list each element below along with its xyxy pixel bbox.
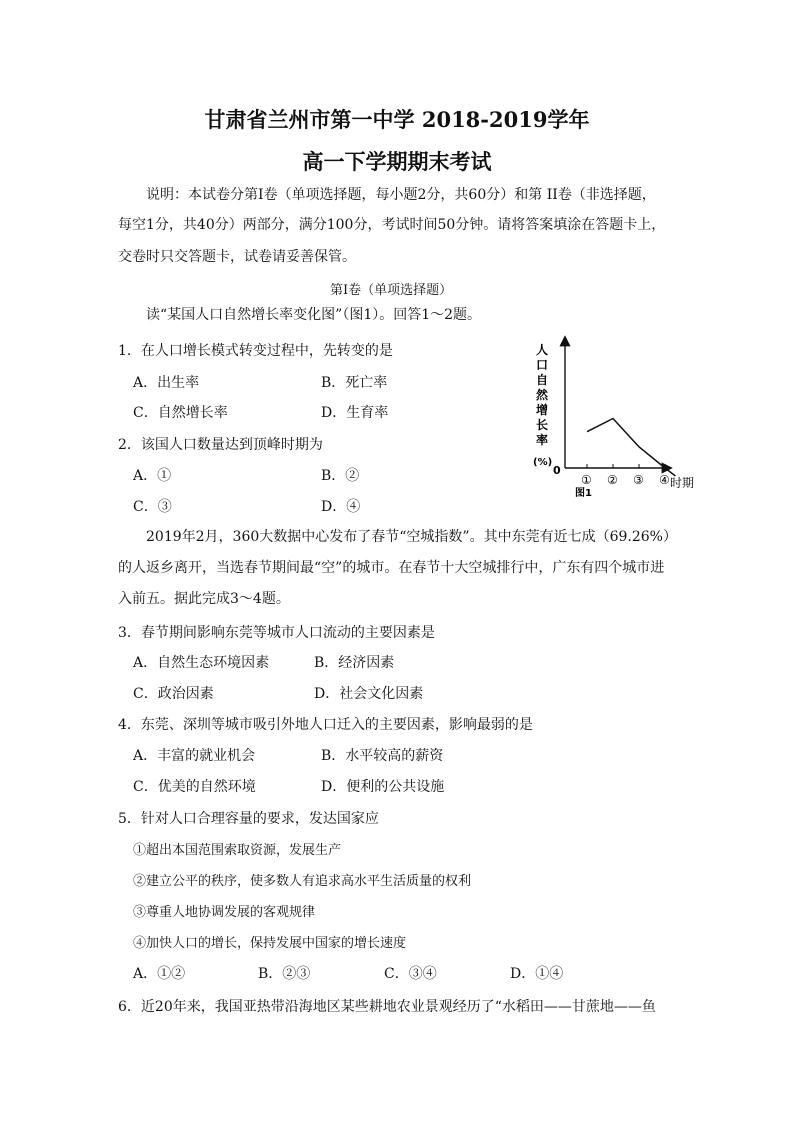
passage-line-1: 2019年2月，360大数据中心发布了春节“空城指数”。其中东莞有近七成（69.26%） (146, 529, 677, 545)
q5-item-1: ①超出本国范围索取资源，发展生产 (133, 843, 342, 858)
passage-line-3: 入前五。据此完成3～4题。 (118, 591, 290, 607)
q4-stem: 4．东莞、深圳等城市吸引外地人口迁入的主要因素，影响最弱的是 (118, 717, 533, 733)
y-axis-label-char: (%) (533, 457, 553, 468)
x-tick-label: ④ (659, 473, 670, 487)
exam-title-line2: 高一下学期期末考试 (302, 149, 492, 174)
q5-option-b: B．②③ (258, 966, 311, 982)
x-tick-label: ① (581, 473, 592, 487)
instructions-line-1: 说明：本试卷分第Ⅰ卷（单项选择题，每小题2分，共60分）和第 II卷（非选择题， (146, 187, 656, 203)
section-title: 第Ⅰ卷（单项选择题） (330, 283, 453, 298)
q2-option-b: B．② (321, 468, 360, 484)
x-tick-label: ② (607, 473, 618, 487)
q4-option-c: C．优美的自然环境 (133, 779, 256, 795)
q3-option-c: C．政治因素 (133, 686, 214, 702)
y-axis-label-char: 人 (536, 343, 549, 357)
q1-option-d: D．生育率 (321, 405, 389, 421)
y-axis-label-char: 口 (536, 358, 549, 372)
population-growth-chart (520, 330, 710, 500)
q2-option-c: C．③ (133, 499, 172, 515)
q3-stem: 3．春节期间影响东莞等城市人口流动的主要因素是 (118, 625, 435, 641)
q2-stem: 2．该国人口数量达到顶峰时期为 (118, 437, 323, 453)
q3-option-b: B．经济因素 (314, 655, 395, 671)
q1-option-a: A．出生率 (133, 375, 200, 391)
y-axis-label-char: 自 (536, 373, 549, 387)
q3-option-d: D．社会文化因素 (314, 686, 424, 702)
q4-option-a: A．丰富的就业机会 (133, 748, 256, 764)
y-axis-label-char: 长 (536, 418, 549, 432)
y-axis-label-char: 率 (536, 433, 549, 447)
instructions-line-3: 交卷时只交答题卡，试卷请妥善保管。 (118, 249, 356, 265)
q5-option-a: A．①② (133, 966, 186, 982)
q2-option-d: D．④ (321, 499, 361, 515)
x-tick-label: ③ (633, 473, 644, 487)
y-axis-label-char: 然 (536, 388, 549, 402)
q5-stem: 5．针对人口合理容量的要求，发达国家应 (118, 811, 379, 827)
q5-option-c: C．③④ (384, 966, 437, 982)
instructions-line-2: 每空1分，共40分）两部分，满分100分，考试时间50分钟。请将答案填涂在答题卡上， (118, 217, 666, 233)
q6-stem: 6．近20年来，我国亚热带沿海地区某些耕地农业景观经历了“水稻田——甘蔗地——鱼 (118, 999, 656, 1015)
y-axis-label-char: 增 (536, 403, 549, 417)
chart-title: 图1 (575, 488, 592, 499)
read-intro: 读“某国人口自然增长率变化图”（图1）。回答1～2题。 (146, 307, 482, 323)
q4-option-d: D．便利的公共设施 (321, 779, 445, 795)
q1-option-c: C．自然增长率 (133, 405, 228, 421)
origin-label: 0 (553, 464, 561, 477)
q3-option-a: A．自然生态环境因素 (133, 655, 270, 671)
q1-stem: 1．在人口增长模式转变过程中，先转变的是 (118, 343, 393, 359)
passage-line-2: 的人返乡离开，当选春节期间最“空”的城市。在春节十大空城排行中，广东有四个城市进 (118, 560, 665, 576)
x-axis-label: 时期 (670, 476, 695, 490)
q5-option-d: D．①④ (510, 966, 564, 982)
q5-item-4: ④加快人口的增长，保持发展中国家的增长速度 (133, 936, 407, 951)
q4-option-b: B．水平较高的薪资 (321, 748, 444, 764)
q1-option-b: B．死亡率 (321, 375, 388, 391)
exam-title-line1: 甘肃省兰州市第一中学 2018-2019学年 (204, 107, 590, 132)
q5-item-3: ③尊重人地协调发展的客观规律 (133, 905, 316, 920)
q2-option-a: A．① (133, 468, 172, 484)
q5-item-2: ②建立公平的秩序，使多数人有追求高水平生活质量的权利 (133, 874, 472, 889)
